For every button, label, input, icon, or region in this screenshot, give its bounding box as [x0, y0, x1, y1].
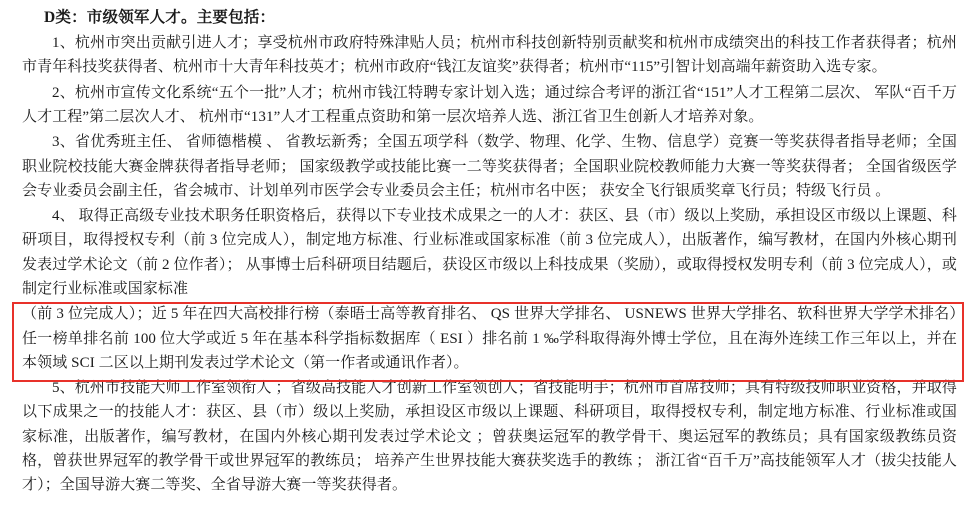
paragraph-4: 4、 取得正高级专业技术职务任职资格后，获得以下专业技术成果之一的人才：获区、县（市）级以上奖励，承担设区市级以上课题、科研项目，取得授权专利（前 3 位完成人），制定地方标准、行业标准或国家标准（前 3 位完成人），出版著作，编写教材，在国内外核心期刊发表过学术论文（前 2 位作者）； 从事博士后科研项目结题后，获设区市级以上科技成果（奖励），或取得授权发明专利（前 3 位完成人），或制定行业标准或国家标准 — [22, 208, 957, 297]
highlighted-paragraph: （前 3 位完成人）；近 5 年在四大高校排行榜（泰晤士高等教育排名、 QS 世界大学排名、 USNEWS 世界大学排名、软科世界大学学术排名）任一榜单排名前 100 位大学或近 5 年在基本科学指标数据库（ ESI ）排名前 1 ‰学科取得海外博士学位，且在海外连续工作三年以上，并在本领域 SCI 二区以上期刊发表过学术论文（第一作者或通讯作者）。 — [22, 306, 957, 371]
paragraph-3: 3、省优秀班主任、 省师德楷模 、 省教坛新秀；全国五项学科（数学、物理、化学、生物、信息学）竞赛一等奖获得者指导老师；全国职业院校技能大赛金牌获得者指导老师； 国家级教学或技能比赛一二等奖获得者；全国职业院校教师能力大赛一等奖获得者； 全国省级医学会专业委员会副主任，省会城市、计划单列市医学会专业委员会主任；杭州市名中医； 获安全飞行银质奖章飞行员；特级飞行员 。 — [22, 134, 957, 199]
paragraph-1: 1、杭州市突出贡献引进人才；享受杭州市政府特殊津贴人员；杭州市科技创新特别贡献奖和杭州市成绩突出的科技工作者获得者；杭州市青年科技奖获得者、杭州市十大青年科技英才；杭州市政府“钱江友谊奖”获得者；杭州市“115”引智计划高端年薪资助入选专家。 — [22, 35, 957, 76]
section-heading: D类：市级领军人才。主要包括： — [44, 9, 276, 26]
paragraph-2: 2、杭州市宣传文化系统“五个一批”人才；杭州市钱江特聘专家计划入选；通过综合考评的浙江省“151”人才工程第二层次、 军队“百千万人才工程”第二层次人才、 杭州市“131”人才工程重点资助和第一层次培养人选、浙江省卫生创新人才培养对象。 — [22, 84, 957, 125]
paragraph-5: 5、杭州市技能大师工作室领衔人 ；省级高技能人才创新工作室领创人；省技能明手；杭州市首席技师；具有特级技师职业资格，并取得以下成果之一的技能人才：获区、县（市）级以上奖励，承担设区市级以上课题、科研项目，取得授权专利，制定地方标准、行业标准或国家标准，出版著作，编写教材，在国内外核心期刊发表过学术论文 ；曾获奥运冠军的教学骨干、奥运冠军的教练员；具有国家级教练员资格，曾获世界冠军的教学骨干或世界冠军的教练员； 培养产生世界技能大赛获奖选手的教练 ； 浙江省“百千万”高技能领军人才（拔尖技能人才）；全国导游大赛二等奖、全省导游大赛一等奖获得者。 — [22, 380, 957, 494]
